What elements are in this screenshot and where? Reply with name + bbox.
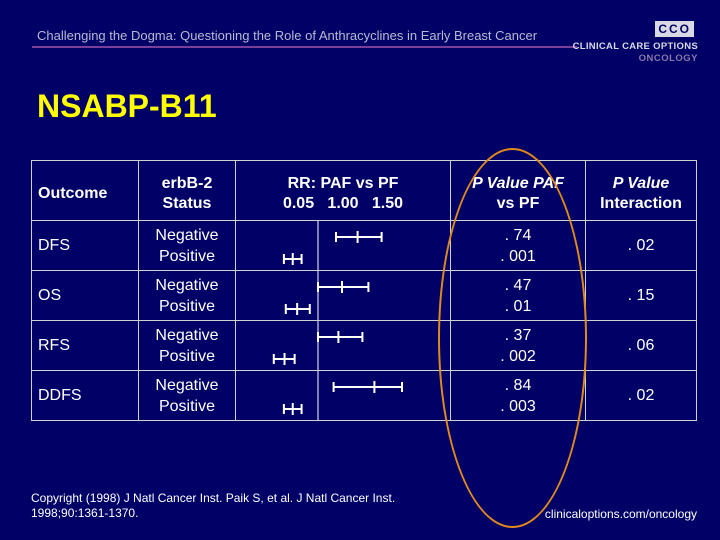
outcome-cell: DFS <box>32 221 139 271</box>
table-row <box>32 271 697 321</box>
header-erbb2-status <box>139 161 236 221</box>
p-value-positive: . 001 <box>500 247 536 265</box>
status-cell <box>139 371 236 421</box>
p-value-cell <box>451 321 586 371</box>
results-table <box>31 160 697 421</box>
status-positive: Positive <box>158 347 216 365</box>
forest-plot <box>236 271 450 320</box>
status-negative: Negative <box>155 326 219 344</box>
p-interaction-cell: . 02 <box>586 371 697 421</box>
p-value-positive: . 01 <box>504 297 532 315</box>
status-negative: Negative <box>155 276 219 294</box>
header-rr-line1: RR: PAF vs PF <box>287 175 399 192</box>
outcome-cell: DDFS <box>32 371 139 421</box>
table-row <box>32 221 697 271</box>
forest-cell <box>236 221 451 271</box>
p-interaction-cell: . 02 <box>586 221 697 271</box>
header-p-paf-line1: P Value PAF <box>472 175 564 192</box>
header-divider <box>32 46 577 48</box>
logo-text-line1: CLINICAL CARE OPTIONS <box>572 41 698 52</box>
header-p-int-line1: P Value <box>612 175 670 192</box>
p-value-positive: . 003 <box>500 397 536 415</box>
p-value-negative: . 47 <box>504 276 532 294</box>
header-title: Challenging the Dogma: Questioning the Role of Anthracyclines in Early Breast Cancer <box>37 28 538 43</box>
p-value-cell <box>451 271 586 321</box>
status-positive: Positive <box>158 247 216 265</box>
status-cell <box>139 271 236 321</box>
header-erbb2-line2: Status <box>162 195 212 212</box>
outcome-cell: RFS <box>32 321 139 371</box>
status-negative: Negative <box>155 226 219 244</box>
logo-text-line2: ONCOLOGY <box>638 53 698 64</box>
p-value-cell <box>451 371 586 421</box>
forest-cell <box>236 321 451 371</box>
p-value-negative: . 84 <box>504 376 532 394</box>
header-erbb2-line1: erbB-2 <box>161 175 213 192</box>
citation-line1: Copyright (1998) J Natl Cancer Inst. Paik S, et al. J Natl Cancer Inst. <box>31 491 396 505</box>
cco-logo <box>572 19 700 67</box>
table-row <box>32 371 697 421</box>
header-rr <box>236 161 451 221</box>
status-positive: Positive <box>158 297 216 315</box>
forest-cell <box>236 271 451 321</box>
header-p-interaction <box>586 161 697 221</box>
header-p-paf-line2: vs PF <box>496 195 540 212</box>
outcome-cell: OS <box>32 271 139 321</box>
slide-title: NSABP-B11 <box>37 88 217 124</box>
p-interaction-cell: . 06 <box>586 321 697 371</box>
logo-mark: CCO <box>655 21 694 37</box>
header-rr-scale: 0.05 1.00 1.50 <box>282 195 404 212</box>
status-cell <box>139 221 236 271</box>
status-cell <box>139 321 236 371</box>
table-header-row <box>32 161 697 221</box>
p-value-negative: . 37 <box>504 326 532 344</box>
citation <box>31 491 471 521</box>
table-row <box>32 321 697 371</box>
footer-url: clinicaloptions.com/oncology <box>544 507 697 521</box>
citation-line2: 1998;90:1361-1370. <box>31 506 139 520</box>
forest-cell <box>236 371 451 421</box>
status-negative: Negative <box>155 376 219 394</box>
header-p-int-line2: Interaction <box>600 195 682 212</box>
forest-plot <box>236 371 450 420</box>
header-p-paf-vs-pf <box>451 161 586 221</box>
forest-plot <box>236 221 450 270</box>
header-outcome: Outcome <box>32 161 139 221</box>
status-positive: Positive <box>158 397 216 415</box>
p-value-negative: . 74 <box>504 226 532 244</box>
p-value-positive: . 002 <box>500 347 536 365</box>
forest-plot <box>236 321 450 370</box>
p-value-cell <box>451 221 586 271</box>
p-interaction-cell: . 15 <box>586 271 697 321</box>
